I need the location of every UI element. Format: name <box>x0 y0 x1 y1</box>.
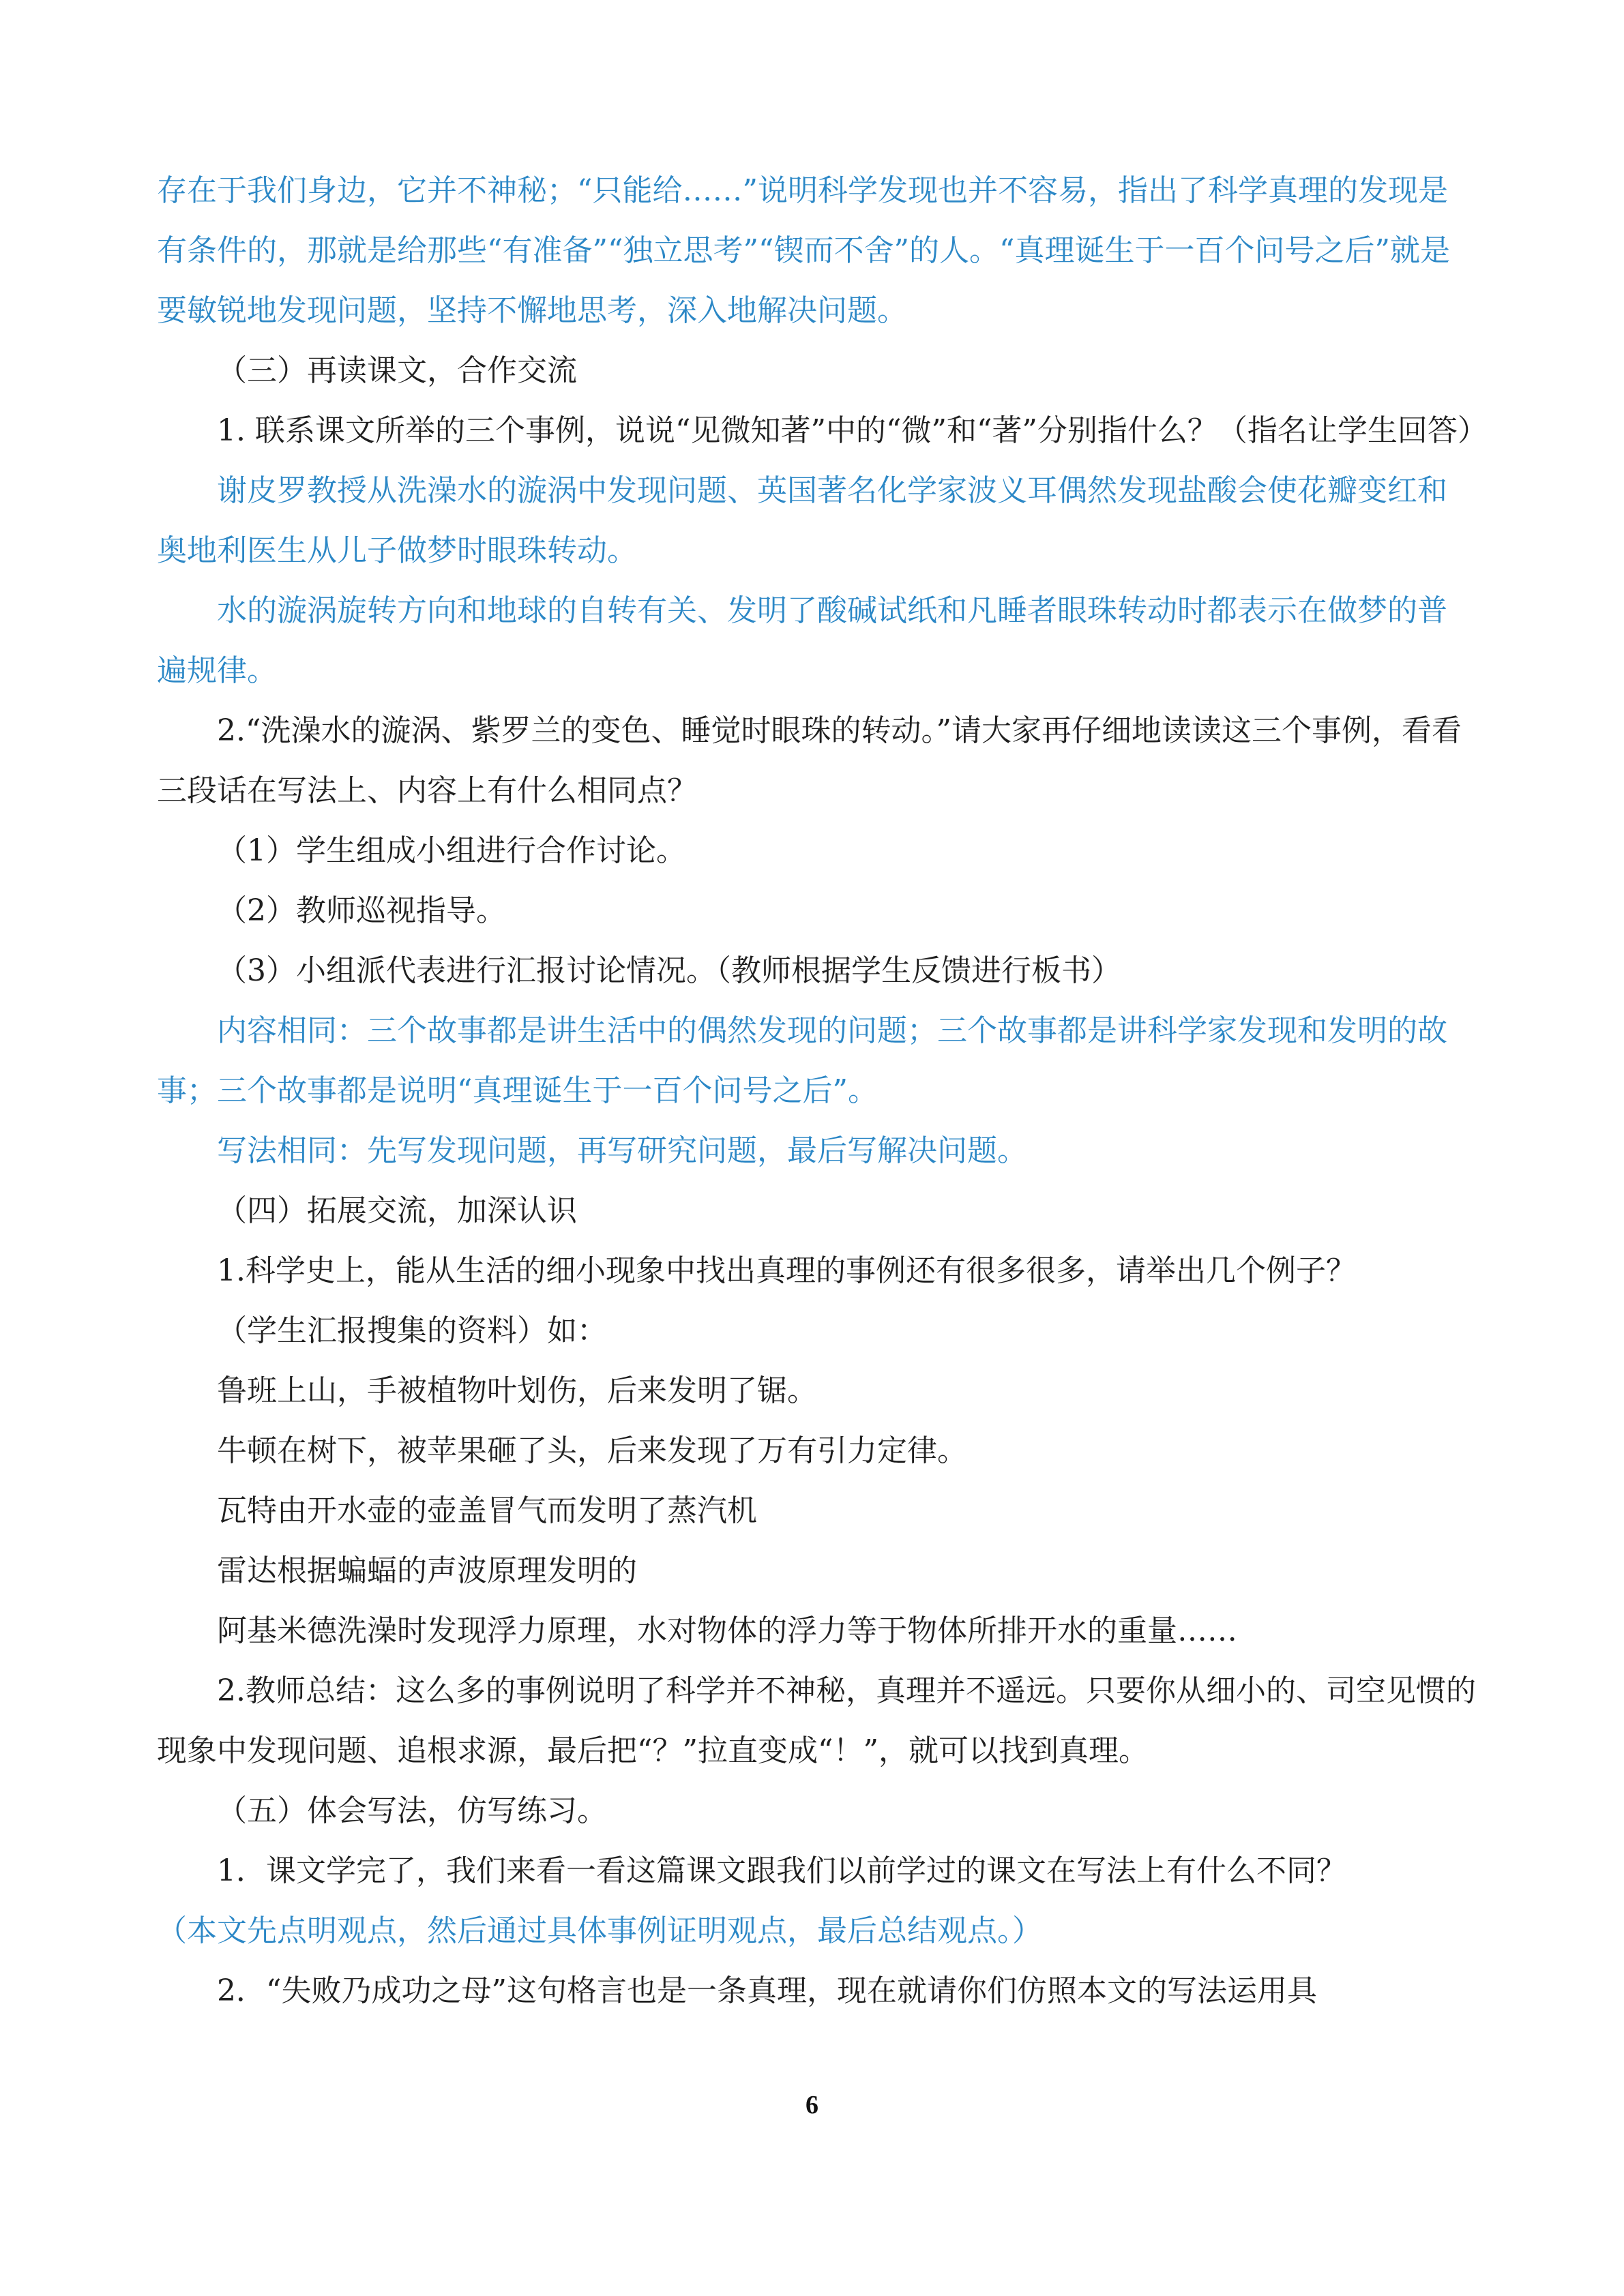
section-heading-5: （五）体会写法，仿写练习。 <box>217 1793 607 1828</box>
example-archimedes: 阿基米德洗澡时发现浮力原理，水对物体的浮力等于物体所排开水的重量…… <box>217 1613 1237 1648</box>
page-body <box>157 161 1488 2021</box>
writing-question-2: 2．“失败乃成功之母”这句格言也是一条真理，现在就请你们仿照本文的写法运用具 <box>217 1973 1317 2008</box>
question-2: 2.“洗澡水的漩涡、紫罗兰的变色、睡觉时眼珠的转动。”请大家再仔细地读读这三个事例，看看三段话在写法上、内容上有什么相同点？ <box>157 713 1462 808</box>
answer-zhu: 水的漩涡旋转方向和地球的自转有关、发明了酸碱试纸和凡睡者眼珠转动时都表示在做梦的普遍规律。 <box>157 593 1447 688</box>
section-heading-3: （三）再读课文，合作交流 <box>217 353 577 388</box>
paragraph-answer-continuation: 存在于我们身边，它并不神秘；“只能给……”说明科学发现也并不容易，指出了科学真理的发现是有条件的，那就是给那些“有准备”“独立思考”“锲而不舍”的人。“真理诞生于一百个问号之后”就是要敏锐地发现问题，坚持不懈地思考，深入地解决问题。 <box>157 173 1450 328</box>
example-luban: 鲁班上山，手被植物叶划伤，后来发明了锯。 <box>217 1373 817 1408</box>
writing-question-1: 1．课文学完了，我们来看一看这篇课文跟我们以前学过的课文在写法上有什么不同？ <box>217 1853 1346 1888</box>
step-1: （1）学生组成小组进行合作讨论。 <box>217 833 686 868</box>
student-report-intro: （学生汇报搜集的资料）如： <box>217 1313 607 1348</box>
teacher-summary: 2.教师总结：这么多的事例说明了科学并不神秘，真理并不遥远。只要你从细小的、司空见惯的现象中发现问题、追根求源，最后把“？”拉直变成“！”，就可以找到真理。 <box>157 1673 1476 1768</box>
step-2: （2）教师巡视指导。 <box>217 893 506 928</box>
writing-answer-1: （本文先点明观点，然后通过具体事例证明观点，最后总结观点。） <box>157 1913 1042 1948</box>
page-number: 6 <box>806 2091 818 2119</box>
section-heading-4: （四）拓展交流，加深认识 <box>217 1193 577 1228</box>
answer-wei: 谢皮罗教授从洗澡水的漩涡中发现问题、英国著名化学家波义耳偶然发现盐酸会使花瓣变红和奥地利医生从儿子做梦时眼珠转动。 <box>157 473 1447 568</box>
example-watt: 瓦特由开水壶的壶盖冒气而发明了蒸汽机 <box>217 1493 757 1528</box>
answer-writing-same: 写法相同：先写发现问题，再写研究问题，最后写解决问题。 <box>217 1133 1027 1168</box>
step-3: （3）小组派代表进行汇报讨论情况。（教师根据学生反馈进行板书） <box>217 953 1121 988</box>
example-newton: 牛顿在树下，被苹果砸了头，后来发现了万有引力定律。 <box>217 1433 967 1468</box>
example-radar: 雷达根据蝙蝠的声波原理发明的 <box>217 1553 637 1588</box>
question-1: 1. 联系课文所举的三个事例，说说“见微知著”中的“微”和“著”分别指什么？（指名让学生回答） <box>217 413 1488 448</box>
answer-content-same: 内容相同：三个故事都是讲生活中的偶然发现的问题；三个故事都是讲科学家发现和发明的故事；三个故事都是说明“真理诞生于一百个问号之后”。 <box>157 1013 1447 1108</box>
extension-question-1: 1.科学史上，能从生活的细小现象中找出真理的事例还有很多很多，请举出几个例子？ <box>217 1253 1356 1288</box>
